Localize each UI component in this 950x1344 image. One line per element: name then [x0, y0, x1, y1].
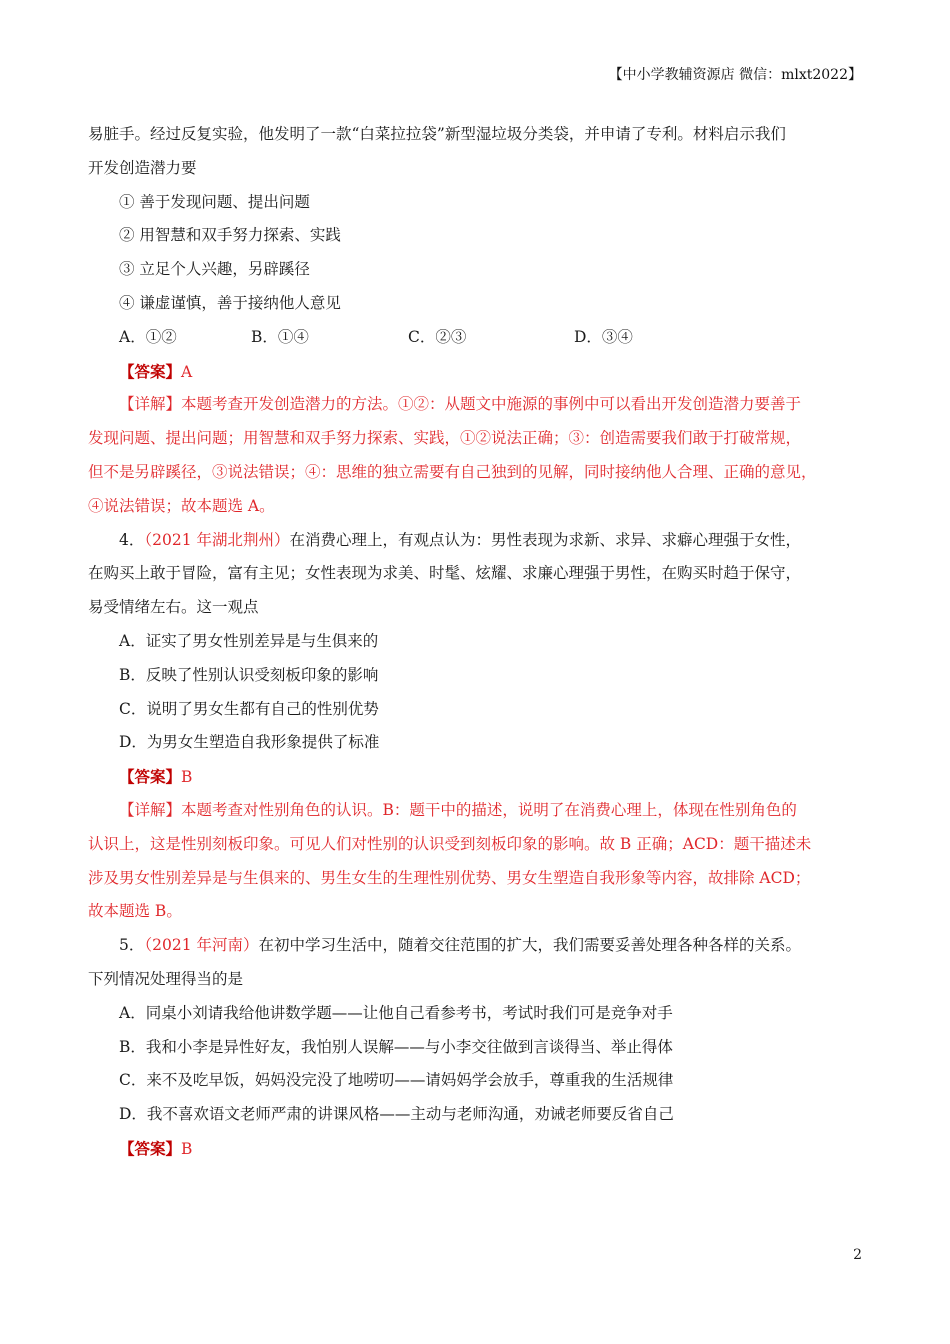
q3-answer: [88, 355, 866, 389]
q5-option-b: B．我和小李是异性好友，我怕别人误解——与小李交往做到言谈得当、举止得体: [119, 1037, 673, 1056]
q4-detail-line: 涉及男女性别差异是与生俱来的、男生女生的生理性别优势、男女生塑造自我形象等内容，故排除 ACD；: [88, 868, 811, 887]
q4-answer: [88, 760, 866, 794]
q3-detail-line: 但不是另辟蹊径，③说法错误；④：思维的独立需要有自己独到的见解，同时接纳他人合理、正确的意见，: [88, 462, 817, 481]
q5-option-c: C．来不及吃早饭，妈妈没完没了地唠叨——请妈妈学会放手，尊重我的生活规律: [119, 1071, 674, 1090]
q4-option-a: A．证实了男女性别差异是与生俱来的: [119, 631, 379, 650]
q3-item: ④ 谦虚谨慎，善于接纳他人意见: [119, 293, 341, 312]
q3-option-c: C．②③: [408, 327, 467, 346]
q4-stem-text: 在消费心理上，有观点认为：男性表现为求新、求异、求癖心理强于女性，: [289, 530, 802, 549]
q5-source: （2021 年河南）: [144, 936, 259, 955]
answer-value: A: [181, 362, 193, 381]
q4-stem-line: 在购买上敢于冒险，富有主见；女性表现为求美、时髦、炫耀、求廉心理强于男性，在购买时趋于保守，: [88, 564, 802, 583]
page-number: 2: [853, 1247, 862, 1263]
q4-detail-line: 【详解】本题考查对性别角色的认识。B：题干中的描述，说明了在消费心理上，体现在性别角色的: [119, 800, 797, 819]
q5-stem-text: 在初中学习生活中，随着交往范围的扩大，我们需要妥善处理各种各样的关系。: [258, 936, 802, 955]
q4-option-d: D．为男女生塑造自我形象提供了标准: [119, 733, 380, 752]
q3-option-d: D．③④: [574, 327, 633, 346]
q3-option-a: A．①②: [119, 327, 177, 346]
q3-detail-line: 【详解】本题考查开发创造潜力的方法。①②：从题文中施源的事例中可以看出开发创造潜力要善于: [119, 395, 802, 414]
q5-answer: [88, 1132, 866, 1166]
q4-stem-line: [88, 524, 866, 558]
answer-value: B: [181, 768, 193, 787]
q5-stem-line: [88, 929, 866, 963]
q4-option-b: B．反映了性别认识受刻板印象的影响: [119, 665, 379, 684]
q3-item: ② 用智慧和双手努力探索、实践: [119, 226, 341, 245]
q4-detail-line: 故本题选 B。: [88, 902, 182, 921]
q3-stem-line: 开发创造潜力要: [88, 158, 197, 177]
q3-item: ① 善于发现问题、提出问题: [119, 192, 310, 211]
q5-stem-line: 下列情况处理得当的是: [88, 969, 244, 988]
q3-detail-line: ④说法错误；故本题选 A。: [88, 496, 275, 515]
q3-option-b: B．①④: [251, 327, 309, 346]
q4-option-c: C．说明了男女生都有自己的性别优势: [119, 699, 379, 718]
q5-option-d: D．我不喜欢语文老师严肃的讲课风格——主动与老师沟通，劝诫老师要反省自己: [119, 1105, 674, 1124]
q4-source: （2021 年湖北荆州）: [144, 530, 290, 549]
q3-options: [88, 321, 866, 355]
q3-detail-line: 发现问题、提出问题；用智慧和双手努力探索、实践，①②说法正确；③：创造需要我们敢于打破常规，: [88, 429, 802, 448]
q4-detail-line: 认识上，这是性别刻板印象。可见人们对性别的认识受到刻板印象的影响。故 B 正确；ACD：题干描述未: [88, 834, 812, 853]
q3-item: ③ 立足个人兴趣，另辟蹊径: [119, 260, 310, 279]
page-header: 【中小学教辅资源店 微信：mlxt2022】: [608, 67, 862, 83]
q5-number: 5．: [119, 936, 145, 955]
q4-number: 4．: [119, 530, 145, 549]
answer-tag: 【答案】: [119, 361, 182, 381]
page-body: [88, 118, 866, 1166]
q5-option-a: A．同桌小刘请我给他讲数学题——让他自己看参考书，考试时我们可是竞争对手: [119, 1003, 673, 1022]
answer-tag: 【答案】: [119, 767, 182, 787]
answer-value: B: [181, 1139, 193, 1158]
answer-tag: 【答案】: [119, 1138, 182, 1158]
q4-stem-line: 易受情绪左右。这一观点: [88, 598, 259, 617]
q3-stem-line: 易脏手。经过反复实验，他发明了一款“白菜拉拉袋”新型湿垃圾分类袋，并申请了专利。材料启示我们: [88, 125, 786, 143]
